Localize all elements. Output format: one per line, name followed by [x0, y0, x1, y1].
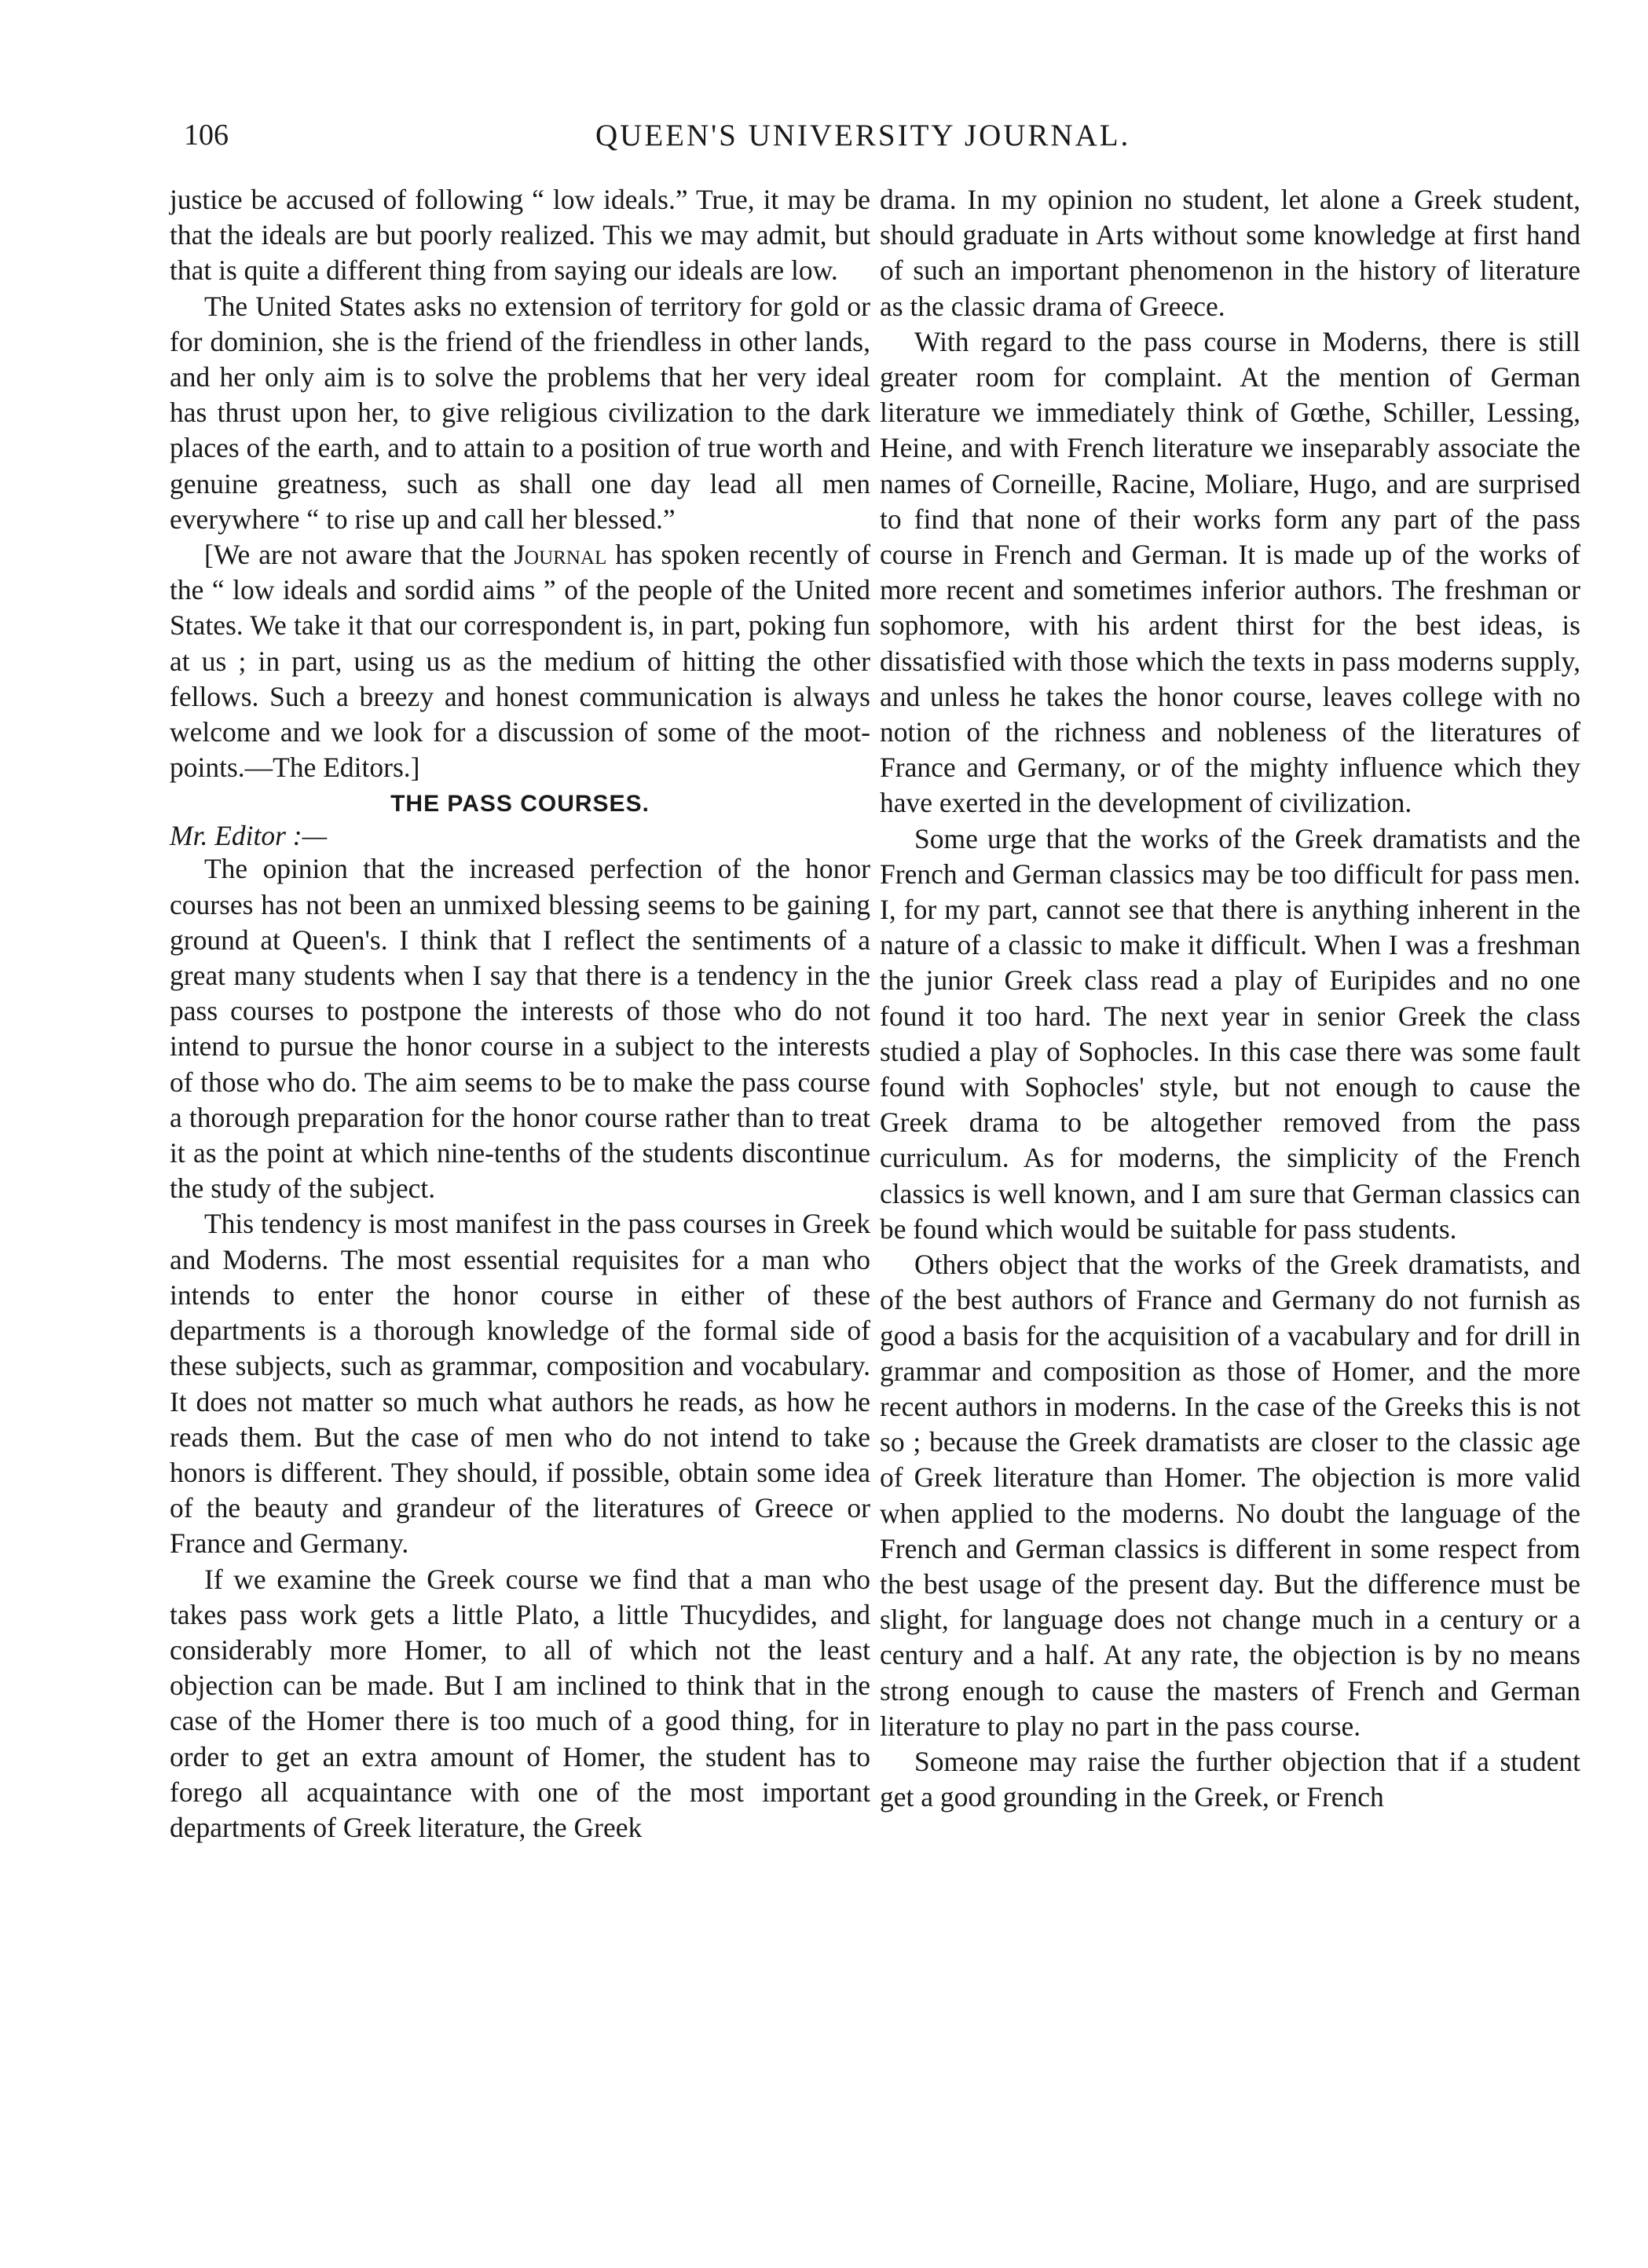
section-title: THE PASS COURSES. — [390, 791, 650, 818]
salutation: Mr. Editor :— — [170, 820, 328, 852]
paragraph: With regard to the pass course in Moderns, there is still greater room for complaint. At the mention of German literature we immediately think of Gœthe, Schiller, Lessing, Heine, and with French literature we inseparably associate the names of Corneille, Racine, Moliare, Hugo, and are surprised to find that none of their works form any part of the pass course in French and German. It is made up of the works of more recent and sometimes inferior authors. The freshman or sophomore, with his ardent thirst for the best ideas, is dissatisfied with those which the texts in pass moderns supply, and unless he takes the honor course, leaves college with no notion of the richness and nobleness of the literatures of France and Germany, or of the mighty influence which they have exerted in the development of civilization. — [880, 325, 1580, 819]
editors-note — [170, 537, 870, 785]
paragraph: The opinion that the increased perfection of the honor courses has not been an unmixed blessing seems to be gaining ground at Queen's. I think that I reflect the sentiments of a great many students when I say that there is a tendency in the pass courses to postpone the interests of those who do not intend to pursue the honor course in a subject to the interests of those who do. The aim seems to be to make the pass course a thorough preparation for the honor course rather than to treat it as the point at which nine-tenths of the students discontinue the study of the subject. — [170, 853, 870, 1205]
paragraph: This tendency is most manifest in the pass courses in Greek and Moderns. The most essential requisites for a man who intends to enter the honor course in either of these departments is a thorough knowledge of the formal side of these subjects, such as grammar, composition and vocabulary. It does not matter so much what authors he reads, as how he reads them. But the case of men who do not intend to take honors is different. They should, if possible, obtain some idea of the beauty and grandeur of the literatures of Greece or France and Germany. — [170, 1208, 870, 1560]
page-number: 106 — [184, 119, 229, 152]
right-column — [880, 182, 1580, 1815]
paragraph: Some urge that the works of the Greek dramatists and the French and German classics may be too difficult for pass men. I, for my part, cannot see that there is anything inherent in the nature of a classic to make it difficult. When I was a freshman the junior Greek class read a play of Euripides and no one found it too hard. The next year in senior Greek the class studied a play of Sophocles. In this case there was some fault found with Sophocles' style, but not enough to cause the Greek drama to be altogether removed from the pass curriculum. As for moderns, the simplicity of the French classics is well known, and I am sure that German classics can be found which would be suitable for pass students. — [880, 822, 1580, 1245]
editors-note-text: has spoken recently of the “ low ideals and sordid aims ” of the people of the United States. We take it that our correspondent is, in part, poking fun at us ; in part, using us as the medium of hitting the other fellows. Such a breezy and honest communication is always welcome and we look for a discussion of some of the moot-points.—The Editors.] — [170, 539, 870, 784]
page-header — [165, 115, 1579, 162]
paragraph: Someone may raise the further objection that if a student get a good grounding in the Greek, or French — [880, 1745, 1580, 1813]
paragraph: Others object that the works of the Greek dramatists, and of the best authors of France and Germany do not furnish as good a basis for the acquisition of a vacabulary and for drill in grammar and composition as those of Homer, and the more recent authors in moderns. In the case of the Greeks this is not so ; because the Greek dramatists are closer to the classic age of Greek literature than Homer. The objection is more valid when applied to the moderns. No doubt the language of the French and German classics is different in some respect from the best usage of the present day. But the difference must be slight, for language does not change much in a century or a century and a half. At any rate, the objection is by no means strong enough to cause the masters of French and German literature to play no part in the pass course. — [880, 1249, 1580, 1742]
paragraph: If we examine the Greek course we find that a man who takes pass work gets a little Plato, a little Thucydides, and considerably more Homer, to all of which not the least objection can be made. But I am inclined to think that in the case of the Homer there is too much of a good thing, for in order to get an extra amount of Homer, the student has to forego all acquaintance with one of the most important departments of Greek literature, the Greek — [170, 1563, 870, 1843]
journal-name: Journal — [514, 539, 607, 571]
left-column — [170, 182, 870, 1845]
paragraph: drama. In my opinion no student, let alone a Greek student, should graduate in Arts without some knowledge at first hand of such an important phenomenon in the history of literature as the classic drama of Greece. — [880, 184, 1580, 322]
editors-note-text: [We are not aware that the — [204, 539, 515, 571]
running-head: QUEEN'S UNIVERSITY JOURNAL. — [595, 119, 1131, 152]
paragraph: justice be accused of following “ low ideals.” True, it may be that the ideals are but poorly realized. This we may admit, but that is quite a different thing from saying our ideals are low. — [170, 184, 870, 287]
paragraph: The United States asks no extension of territory for gold or for dominion, she is the friend of the friendless in other lands, and her only aim is to solve the problems that her very ideal has thrust upon her, to give religious civilization to the dark places of the earth, and to attain to a position of true worth and genuine greatness, such as shall one day lead all men everywhere “ to rise up and call her blessed.” — [170, 290, 870, 535]
